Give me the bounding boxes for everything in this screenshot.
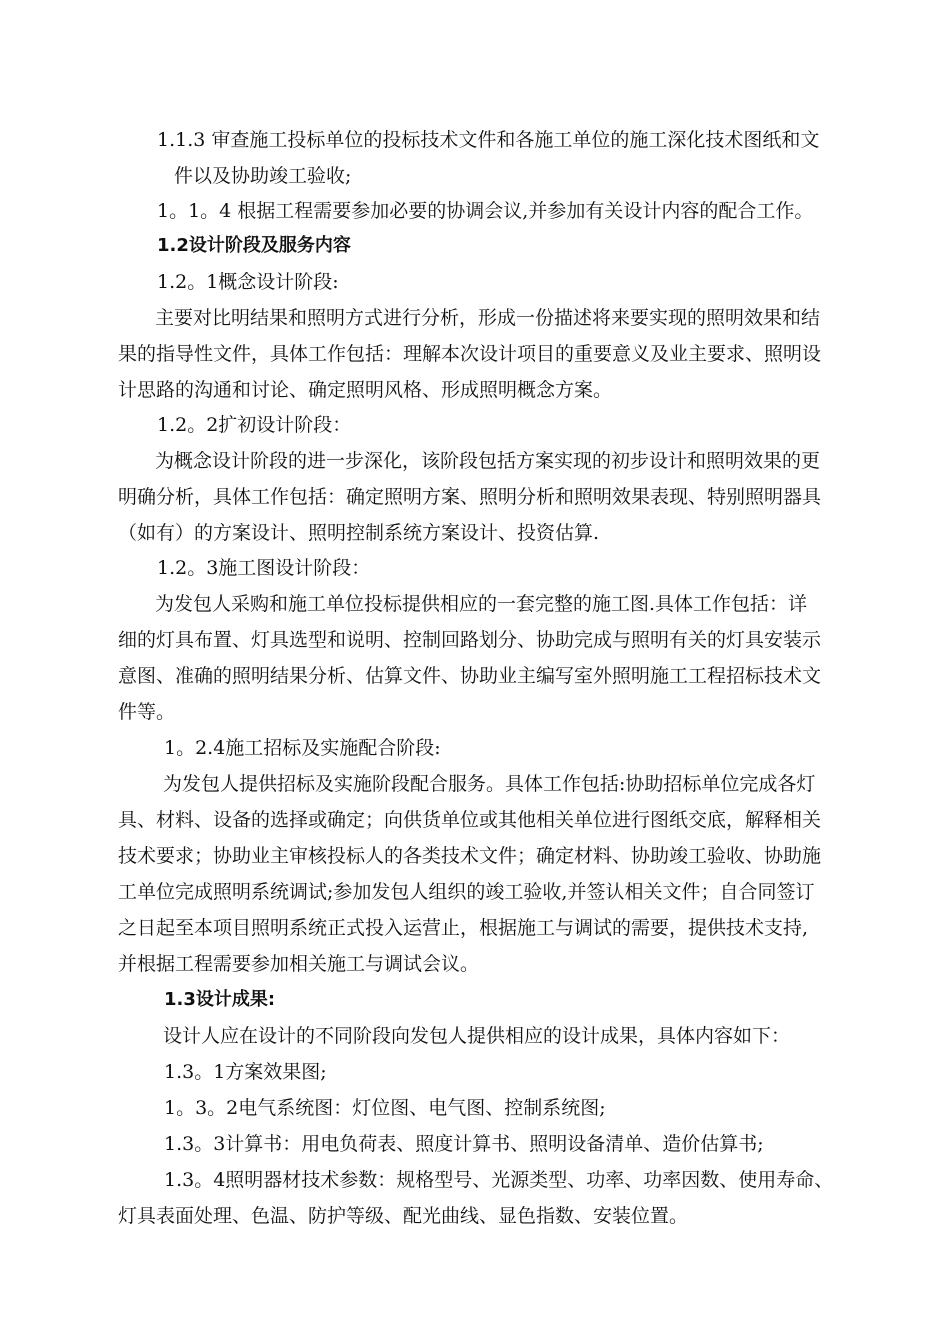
clause-1-2-4-para-line-3: 技术要求；协助业主审核投标人的各类技术文件；确定材料、协助竣工验收、协助施 — [118, 845, 822, 867]
heading-1-2: 1.2设计阶段及服务内容 — [157, 235, 351, 256]
clause-1-2-2-para-line-1: 为概念设计阶段的进一步深化，该阶段包括方案实现的初步设计和照明效果的更 — [155, 450, 821, 472]
clause-1-3-intro: 设计人应在设计的不同阶段向发包人提供相应的设计成果，具体内容如下： — [163, 1025, 791, 1047]
clause-1-3-1: 1.3。1方案效果图; — [164, 1061, 327, 1083]
clause-1-2-3-para-line-3: 意图、准确的照明结果分析、估算文件、协助业主编写室外照明施工工程招标技术文 — [118, 665, 822, 687]
clause-1-2-3-para-line-2: 细的灯具布置、灯具选型和说明、控制回路划分、协助完成与照明有关的灯具安装示 — [118, 629, 822, 651]
clause-1-2-3-para-line-4: 件等。 — [118, 701, 176, 723]
clause-1-2-3-title: 1.2。3施工图设计阶段： — [157, 557, 371, 579]
clause-1-2-4-para-line-6: 并根据工程需要参加相关施工与调试会议。 — [118, 953, 480, 975]
clause-1-2-2-para-line-3: （如有）的方案设计、照明控制系统方案设计、投资估算. — [118, 522, 600, 544]
clause-1-1-4: 1。1。4 根据工程需要参加必要的协调会议,并参加有关设计内容的配合工作。 — [157, 200, 814, 222]
clause-1-3-2: 1。3。2电气系统图：灯位图、电气图、控制系统图; — [164, 1097, 606, 1119]
clause-1-2-1-para-line-3: 计思路的沟通和讨论、确定照明风格、形成照明概念方案。 — [118, 379, 613, 401]
clause-1-2-2-title: 1.2。2扩初设计阶段： — [157, 414, 352, 436]
clause-1-2-1-para-line-1: 主要对比明结果和照明方式进行分析，形成一份描述将来要实现的照明效果和结 — [155, 307, 821, 329]
clause-1-1-3-line-2: 件以及协助竣工验收; — [174, 165, 352, 187]
clause-1-2-4-para-line-5: 之日起至本项目照明系统正式投入运营止，根据施工与调试的需要，提供技术支持, — [118, 917, 809, 939]
clause-1-2-3-para-line-1: 为发包人采购和施工单位投标提供相应的一套完整的施工图.具体工作包括：详 — [155, 593, 808, 615]
clause-1-2-1-title: 1.2。1概念设计阶段: — [157, 271, 339, 293]
clause-1-2-4-title: 1。2.4施工招标及实施配合阶段: — [164, 737, 441, 759]
clause-1-2-2-para-line-2: 明确分析，具体工作包括：确定照明方案、照明分析和照明效果表现、特别照明器具 — [118, 486, 822, 508]
clause-1-3-4-line-1: 1.3。4照明器材技术参数：规格型号、光源类型、功率、功率因数、使用寿命、 — [164, 1169, 834, 1191]
clause-1-2-4-para-line-2: 具、材料、设备的选择或确定；向供货单位或其他相关单位进行图纸交底，解释相关 — [118, 809, 822, 831]
clause-1-1-3-line-1: 1.1.3 审查施工投标单位的投标技术文件和各施工单位的施工深化技术图纸和文 — [157, 129, 820, 151]
heading-1-3: 1.3设计成果: — [164, 989, 276, 1010]
clause-1-3-3: 1.3。3计算书：用电负荷表、照度计算书、照明设备清单、造价估算书; — [164, 1133, 764, 1155]
clause-1-2-1-para-line-2: 果的指导性文件，具体工作包括：理解本次设计项目的重要意义及业主要求、照明设 — [118, 343, 822, 365]
clause-1-3-4-line-2: 灯具表面处理、色温、防护等级、配光曲线、显色指数、安装位置。 — [118, 1205, 689, 1227]
clause-1-2-4-para-line-4: 工单位完成照明系统调试;参加发包人组织的竣工验收,并签认相关文件；自合同签订 — [118, 881, 815, 903]
clause-1-2-4-para-line-1: 为发包人提供招标及实施阶段配合服务。具体工作包括:协助招标单位完成各灯 — [163, 773, 816, 795]
